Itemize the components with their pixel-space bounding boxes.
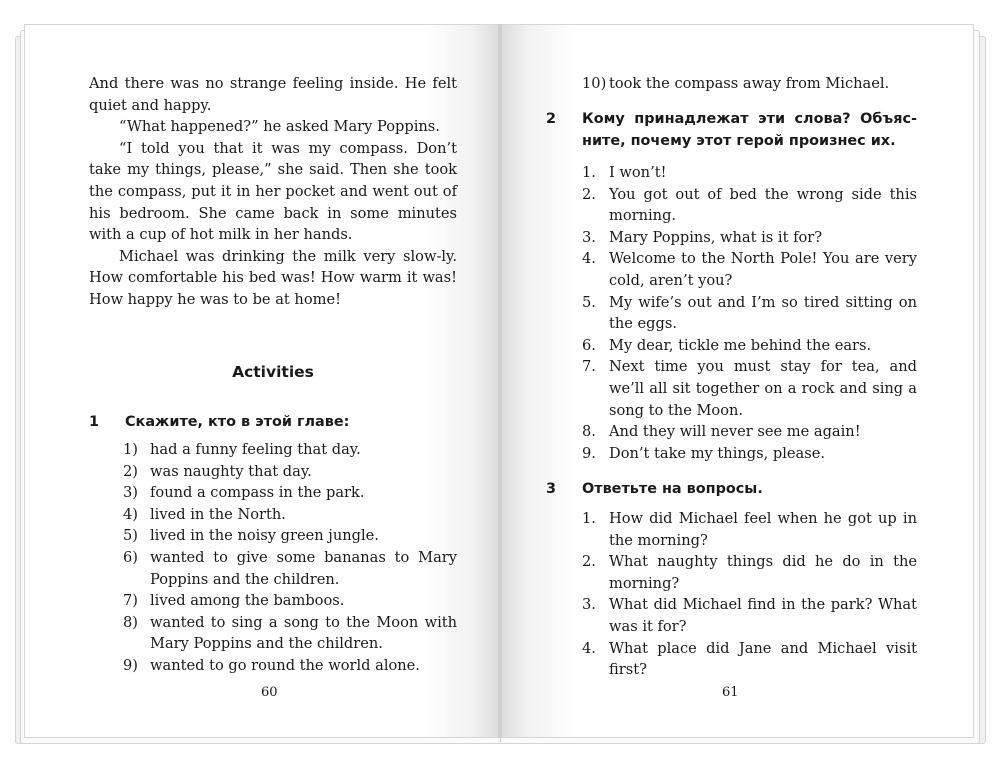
item-text: had a funny feeling that day.	[150, 441, 361, 458]
exercise-1	[89, 411, 457, 677]
exercise-title: Ответьте на вопросы.	[582, 481, 763, 497]
list-item	[582, 162, 917, 184]
list-item	[123, 655, 457, 677]
item-number: 9)	[123, 656, 138, 674]
page-number: 61	[722, 685, 739, 700]
item-text: My dear, tickle me behind the ears.	[609, 336, 872, 354]
list-item	[123, 439, 457, 461]
list-item	[582, 638, 917, 681]
item-text: wanted to give some bananas to Mary Poppins and the children.	[150, 548, 457, 588]
item-number: 1)	[123, 441, 138, 458]
list-item	[582, 292, 917, 335]
exercise-3-list	[582, 508, 917, 681]
list-item	[582, 508, 917, 551]
exercise-3	[546, 478, 917, 681]
list-item	[582, 421, 917, 443]
list-item	[123, 482, 457, 504]
exercise-1-heading	[89, 411, 457, 433]
item-number: 4)	[123, 505, 138, 523]
list-item	[582, 551, 917, 594]
item-number: 7)	[123, 592, 138, 610]
item-text: Welcome to the North Pole! You are very cold, aren’t you?	[609, 250, 917, 289]
item-number: 2.	[582, 185, 596, 203]
book-spine	[498, 24, 502, 738]
page-number: 60	[261, 685, 278, 700]
item-text: lived in the North.	[150, 505, 286, 523]
exercise-number: 2	[546, 111, 557, 127]
list-item	[582, 356, 917, 421]
story-paragraph: “I told you that it was my compass. Don’t take my things, please,” she said. Then she took the compass, put it in her pocket and went out of his bedroom. She came back in some minutes with a cup of hot milk in her hands.	[89, 139, 457, 244]
item-number: 3)	[123, 484, 138, 502]
exercise-1-list	[123, 439, 457, 677]
item-text: What place did Jane and Michael visit first?	[609, 639, 917, 679]
item-number: 6)	[123, 548, 138, 566]
list-item	[123, 461, 457, 483]
continued-item	[582, 73, 917, 95]
item-text: What naughty things did he do in the morning?	[609, 553, 917, 592]
item-number: 5)	[123, 527, 138, 545]
activities-heading: Activities	[232, 363, 314, 381]
item-text: was naughty that day.	[150, 462, 312, 480]
exercise-title: Кому принадлежат эти слова? Объяс-ните, почему этот герой произнес их.	[582, 111, 917, 149]
list-item	[123, 504, 457, 526]
item-text: Don’t take my things, please.	[609, 444, 825, 462]
item-text: Next time you must stay for tea, and we’ll all sit together on a rock and sing a song to the Moon.	[609, 358, 917, 419]
item-number: 6.	[582, 336, 596, 354]
list-item	[582, 184, 917, 227]
item-text: And they will never see me again!	[609, 423, 861, 441]
item-number: 2)	[123, 462, 138, 480]
item-text: lived in the noisy green jungle.	[150, 527, 379, 545]
item-number: 10)	[582, 75, 607, 92]
item-number: 8.	[582, 423, 596, 441]
item-number: 1.	[582, 164, 596, 181]
story-paragraph: “What happened?” he asked Mary Poppins.	[119, 118, 440, 136]
item-number: 4.	[582, 250, 596, 268]
item-number: 2.	[582, 553, 596, 571]
item-text: Mary Poppins, what is it for?	[609, 228, 823, 246]
item-number: 4.	[582, 639, 596, 657]
exercise-number: 1	[89, 414, 100, 430]
list-item	[582, 248, 917, 291]
item-number: 5.	[582, 293, 596, 311]
list-item	[582, 227, 917, 249]
item-number: 9.	[582, 444, 596, 462]
item-text: found a compass in the park.	[150, 484, 365, 502]
story-paragraph: And there was no strange feeling inside. He felt quiet and happy.	[89, 75, 457, 114]
list-item	[582, 443, 917, 465]
item-text: How did Michael feel when he got up in the morning?	[609, 510, 917, 549]
item-text: lived among the bamboos.	[150, 592, 345, 610]
item-text: My wife’s out and I’m so tired sitting on the eggs.	[609, 293, 917, 333]
item-text: I won’t!	[609, 164, 667, 181]
item-number: 7.	[582, 358, 596, 376]
item-text: wanted to sing a song to the Moon with Mary Poppins and the children.	[150, 613, 457, 653]
item-number: 1.	[582, 510, 596, 527]
list-item	[582, 594, 917, 637]
list-item	[123, 590, 457, 612]
item-number: 3.	[582, 596, 596, 614]
story-text	[89, 73, 457, 311]
story-paragraph: Michael was drinking the milk very slow-ly. How comfortable his bed was! How warm it was! How happy he was to be at home!	[89, 247, 457, 308]
exercise-2	[546, 108, 917, 464]
item-text: You got out of bed the wrong side this morning.	[609, 185, 917, 225]
left-page	[24, 24, 500, 738]
item-text: wanted to go round the world alone.	[150, 656, 420, 674]
item-text: took the compass away from Michael.	[609, 75, 890, 92]
list-item	[123, 525, 457, 547]
exercise-number: 3	[546, 481, 557, 497]
exercise-2-list	[582, 162, 917, 464]
item-number: 8)	[123, 613, 138, 631]
exercise-3-heading	[546, 478, 917, 500]
right-page	[500, 24, 974, 738]
list-item	[123, 612, 457, 655]
item-text: What did Michael find in the park? What was it for?	[609, 596, 917, 635]
item-number: 3.	[582, 228, 596, 246]
exercise-2-heading	[546, 108, 917, 152]
list-item	[123, 547, 457, 590]
list-item	[582, 335, 917, 357]
exercise-title: Скажите, кто в этой главе:	[125, 414, 350, 430]
